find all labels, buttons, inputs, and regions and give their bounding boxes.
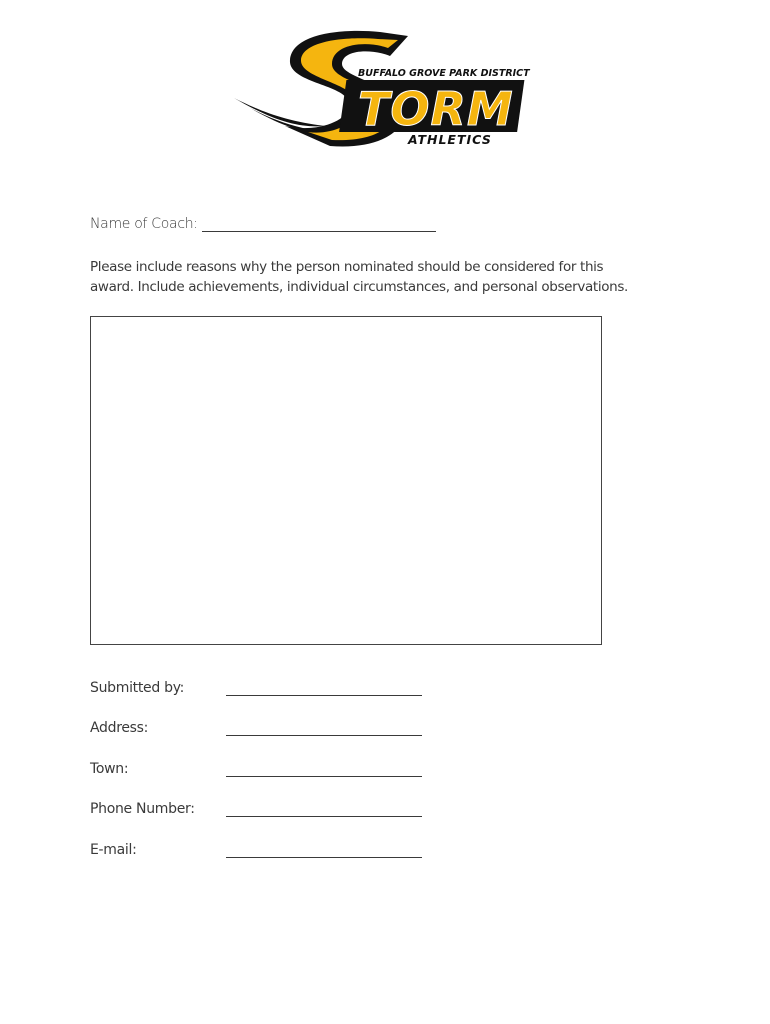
instructions-text: Please include reasons why the person nominated should be considered for this award. Include achievements, individual circumstances, and personal observations.: [90, 259, 628, 295]
email-field[interactable]: [226, 857, 422, 858]
logo-athletics-text: ATHLETICS: [408, 132, 492, 147]
town-field[interactable]: [226, 776, 422, 777]
submitted-by-field[interactable]: [226, 695, 422, 696]
phone-number-row: [90, 801, 430, 823]
storm-athletics-logo: [230, 26, 540, 156]
email-row: [90, 842, 430, 864]
address-row: [90, 720, 430, 742]
address-label: Address:: [90, 720, 149, 736]
email-label: E-mail:: [90, 842, 137, 858]
town-label: Town:: [90, 761, 129, 777]
phone-number-label: Phone Number:: [90, 801, 195, 817]
logo-org-text: BUFFALO GROVE PARK DISTRICT: [358, 68, 530, 79]
reasons-text-box[interactable]: [90, 316, 602, 645]
storm-logo-graphic: [230, 26, 540, 156]
coach-name-row: [90, 216, 436, 232]
town-row: [90, 761, 430, 783]
address-field[interactable]: [226, 735, 422, 736]
phone-number-field[interactable]: [226, 816, 422, 817]
coach-name-label: Name of Coach:: [90, 216, 198, 232]
submitted-by-row: [90, 680, 430, 702]
coach-name-field[interactable]: [202, 217, 436, 232]
submitted-by-label: Submitted by:: [90, 680, 185, 696]
logo-torm-text: TORM: [358, 82, 514, 136]
